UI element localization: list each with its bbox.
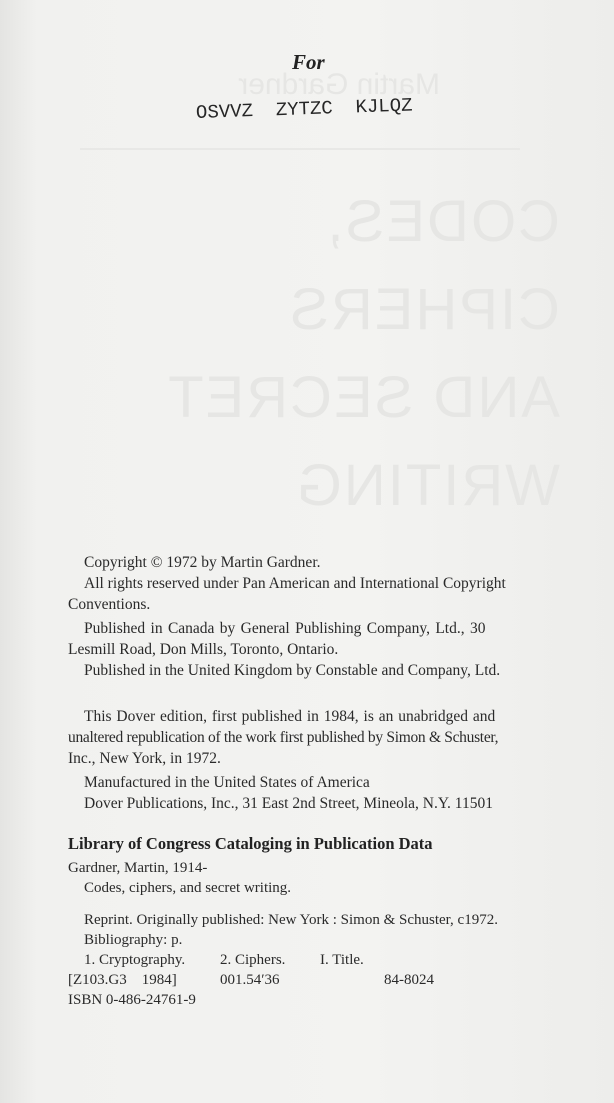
cip-dewey: 001.54′36: [220, 972, 280, 988]
show-through-text: Martin Gardner CODES, CIPHERS AND SECRET WRITING: [60, 60, 560, 440]
dedication-cipher: OSVVZ ZYTZC KJLQZ: [195, 94, 413, 124]
uk-line: Published in the United Kingdom by Constable and Company, Ltd.: [84, 662, 501, 679]
cip-numbers-row: [68, 970, 588, 990]
cip-title: Codes, ciphers, and secret writing.: [84, 880, 292, 896]
publishing-notice: [68, 618, 576, 681]
cip-subject: 2. Ciphers.: [220, 952, 286, 968]
manufacture-notice: [68, 772, 576, 814]
canada-line: Published in Canada by General Publishing Company, Ltd., 30: [84, 620, 486, 637]
cip-heading: Library of Congress Cataloging in Publication Data: [68, 834, 433, 853]
rights-line: All rights reserved under Pan American and International Copyright: [84, 575, 506, 592]
cip-lccn: 84-8024: [384, 972, 434, 988]
cip-author: Gardner, Martin, 1914-: [68, 860, 208, 876]
copyright-notice: [68, 552, 576, 615]
edition-line: This Dover edition, first published in 1984, is an unabridged and: [84, 708, 496, 725]
edition-notice: [68, 706, 576, 769]
cip-isbn: ISBN 0-486-24761-9: [68, 992, 196, 1008]
cip-subjects-row: [68, 950, 588, 970]
dedication-title: For: [292, 50, 325, 74]
cip-subject: I. Title.: [320, 952, 364, 968]
cip-bibliography: Bibliography: p.: [84, 932, 183, 948]
edition-line-2: unaltered republication of the work first published by Simon & Schuster,: [68, 729, 499, 746]
canada-line-cont: Lesmill Road, Don Mills, Toronto, Ontario.: [68, 641, 339, 658]
cip-reprint: Reprint. Originally published: New York : Simon & Schuster, c1972.: [84, 912, 498, 928]
edition-line-3: Inc., New York, in 1972.: [68, 750, 221, 767]
manufactured-line: Manufactured in the United States of America: [84, 774, 370, 791]
copyright-line: Copyright © 1972 by Martin Gardner.: [84, 554, 321, 571]
publisher-address: Dover Publications, Inc., 31 East 2nd Street, Mineola, N.Y. 11501: [84, 795, 493, 812]
cip-block: [68, 858, 588, 1010]
cip-subject: 1. Cryptography.: [84, 952, 186, 968]
rights-line-cont: Conventions.: [68, 596, 151, 613]
cip-call-number: [Z103.G3 1984]: [68, 972, 177, 988]
